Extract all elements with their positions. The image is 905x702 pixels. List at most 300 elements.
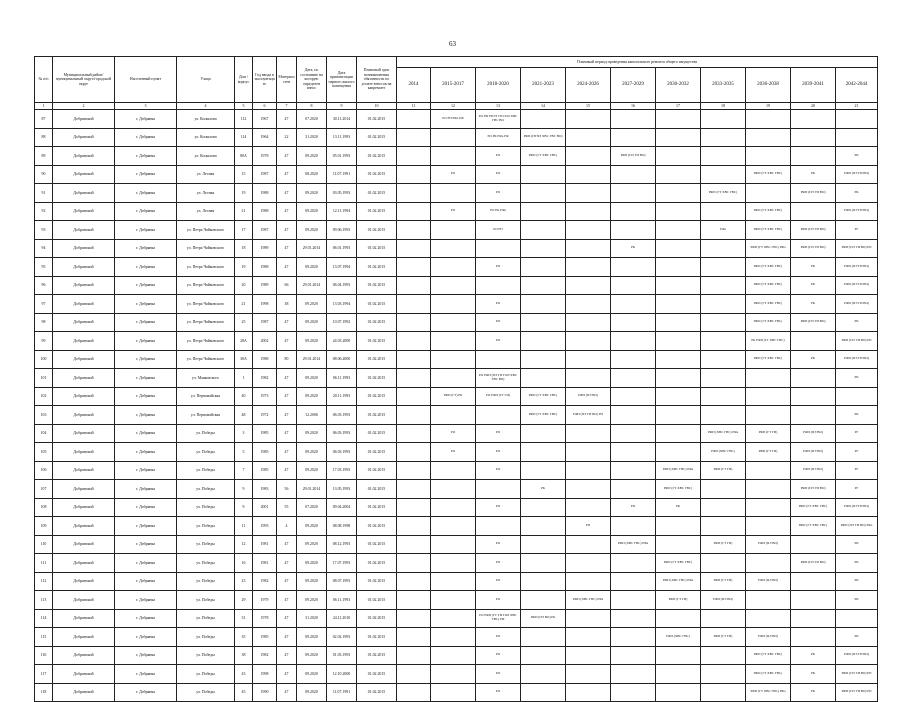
row-period-cell: РК [836, 591, 878, 610]
row-period-cell: РФП (ПЭ ГИ ВО) РП [566, 406, 611, 425]
row-period-cell [701, 498, 746, 517]
row-date-tech: 09.2020 [297, 387, 327, 406]
row-material: 47 [277, 202, 297, 221]
row-period-cell: РК [791, 683, 836, 702]
row-period-cell [397, 387, 431, 406]
row-period-cell [791, 535, 836, 554]
row-date-first-priv: 13.03.1994 [327, 295, 357, 314]
row-date-start: 01.02.2015 [357, 239, 397, 258]
row-street: ул. Победы [177, 424, 235, 443]
row-period-cell [431, 498, 476, 517]
header-col-number: 10 [357, 103, 397, 110]
row-number: 117 [35, 665, 53, 684]
row-date-first-priv: 08.06.2000 [327, 350, 357, 369]
header-year: 2021-2023 [521, 68, 566, 103]
row-year-built: 1973 [253, 387, 277, 406]
row-date-first-priv: 06.04.1993 [327, 276, 357, 295]
header-col-number: 7 [277, 103, 297, 110]
row-house: 43 [235, 665, 253, 684]
row-year-built: 1988 [253, 184, 277, 203]
row-period-cell [566, 572, 611, 591]
row-municipality: Добрянский [53, 221, 115, 240]
row-period-cell: РК [836, 535, 878, 554]
row-period-cell [791, 147, 836, 166]
row-period-cell: РФП (ХВС ГВС) РФа [656, 572, 701, 591]
row-period-cell [656, 147, 701, 166]
row-period-cell [656, 535, 701, 554]
row-period-cell: РФП (ГТ ХВС ГВС) [746, 646, 791, 665]
header-year: 2015-2017 [431, 68, 476, 103]
row-period-cell [521, 554, 566, 573]
row-date-tech: 09.2020 [297, 369, 327, 388]
row-year-built: 1987 [253, 165, 277, 184]
row-material: 47 [277, 239, 297, 258]
row-period-cell: РК [791, 276, 836, 295]
row-municipality: Добрянский [53, 332, 115, 351]
row-date-start: 01.02.2015 [357, 424, 397, 443]
row-municipality: Добрянский [53, 350, 115, 369]
row-number: 113 [35, 591, 53, 610]
row-period-cell [611, 572, 656, 591]
row-period-cell: РФП (ГТ ХВС ГВС) [521, 406, 566, 425]
row-period-cell [431, 332, 476, 351]
row-period-cell [791, 128, 836, 147]
row-period-cell [397, 609, 431, 628]
row-date-start: 01.02.2015 [357, 554, 397, 573]
row-street: ул. Победы [177, 461, 235, 480]
row-municipality: Добрянский [53, 498, 115, 517]
row-period-cell [611, 443, 656, 462]
row-period-cell [521, 683, 566, 702]
header-period-group: Плановый период проведения капитального ремонта общего имущества [397, 57, 878, 68]
row-period-cell [431, 517, 476, 536]
row-municipality: Добрянский [53, 239, 115, 258]
row-settlement: г. Добрянка [115, 165, 177, 184]
row-period-cell [431, 609, 476, 628]
row-material: 47 [277, 313, 297, 332]
row-street: ул. Маяковского [177, 369, 235, 388]
row-period-cell [791, 591, 836, 610]
row-number: 111 [35, 554, 53, 573]
row-house: 17 [235, 221, 253, 240]
row-date-tech: 31.2020 [297, 128, 327, 147]
row-period-cell: РК [836, 572, 878, 591]
row-period-cell [566, 147, 611, 166]
row-date-tech: 07.2020 [297, 498, 327, 517]
row-period-cell: РО [476, 535, 521, 554]
row-number: 102 [35, 387, 53, 406]
row-period-cell [566, 646, 611, 665]
row-year-built: 1964 [253, 128, 277, 147]
row-period-cell [701, 332, 746, 351]
row-number: 109 [35, 517, 53, 536]
row-settlement: г. Добрянка [115, 147, 177, 166]
row-period-cell: РГ [836, 480, 878, 499]
row-period-cell [611, 350, 656, 369]
row-period-cell [701, 480, 746, 499]
row-date-first-priv: 17.03.1993 [327, 461, 357, 480]
row-period-cell [611, 406, 656, 425]
row-period-cell [521, 535, 566, 554]
row-date-tech: 09.2020 [297, 517, 327, 536]
row-number: 93 [35, 221, 53, 240]
row-period-cell [656, 350, 701, 369]
row-period-cell [397, 147, 431, 166]
row-material: 47 [277, 591, 297, 610]
row-period-cell [611, 202, 656, 221]
row-period-cell [431, 665, 476, 684]
row-period-cell [611, 424, 656, 443]
row-date-start: 01.02.2015 [357, 332, 397, 351]
row-period-cell [397, 461, 431, 480]
row-material: 47 [277, 535, 297, 554]
row-period-cell: РФП (ПЭ ГИ ВО) [791, 554, 836, 573]
table-row [35, 609, 878, 628]
row-date-start: 01.02.2015 [357, 572, 397, 591]
table-row [35, 110, 878, 129]
row-settlement: г. Добрянка [115, 202, 177, 221]
header-year: 2042-2044 [836, 68, 878, 103]
row-period-cell [397, 350, 431, 369]
row-period-cell [521, 276, 566, 295]
row-period-cell [521, 184, 566, 203]
row-period-cell: РФП (ГТ ГИ) [701, 535, 746, 554]
row-street: ул. Петра Чайковского [177, 258, 235, 277]
row-date-start: 01.02.2015 [357, 517, 397, 536]
row-number: 106 [35, 461, 53, 480]
row-settlement: г. Добрянка [115, 480, 177, 499]
row-period-cell [611, 165, 656, 184]
row-date-start: 01.02.2015 [357, 498, 397, 517]
row-material: 47 [277, 221, 297, 240]
header-year: 2027-2029 [611, 68, 656, 103]
row-date-first-priv: 08.08.1998 [327, 517, 357, 536]
row-material: 47 [277, 369, 297, 388]
row-period-cell [431, 591, 476, 610]
row-period-cell: РО [431, 202, 476, 221]
row-period-cell [476, 406, 521, 425]
row-street: ул. Победы [177, 554, 235, 573]
row-year-built: 2001 [253, 498, 277, 517]
row-period-cell: РФП (ГТ ХВС ГВС) [701, 184, 746, 203]
row-period-cell [431, 628, 476, 647]
row-year-built: 1988 [253, 350, 277, 369]
row-period-cell [611, 591, 656, 610]
row-period-cell [701, 609, 746, 628]
header-col-number: 2 [53, 103, 115, 110]
row-period-cell [397, 443, 431, 462]
row-period-cell [791, 406, 836, 425]
row-period-cell: РО РФП (ГТ ГИ) [476, 387, 521, 406]
table-row [35, 554, 878, 573]
row-year-built: 1978 [253, 609, 277, 628]
header-col-number: 9 [327, 103, 357, 110]
row-period-cell: РФП (ПЭ ГИ ВО) [791, 184, 836, 203]
table-row [35, 128, 878, 147]
row-material: 47 [277, 609, 297, 628]
row-year-built: 1985 [253, 424, 277, 443]
row-number: 94 [35, 239, 53, 258]
capital-repair-table [34, 56, 878, 702]
row-street: ул. Лесная [177, 184, 235, 203]
row-settlement: г. Добрянка [115, 406, 177, 425]
row-period-cell: РК [791, 646, 836, 665]
row-period-cell [656, 110, 701, 129]
row-year-built: 1978 [253, 147, 277, 166]
row-period-cell [701, 128, 746, 147]
row-date-first-priv: 05.01.1993 [327, 147, 357, 166]
row-year-built: 1982 [253, 369, 277, 388]
row-period-cell: РО [431, 165, 476, 184]
row-period-cell [521, 202, 566, 221]
row-period-cell: РФП (ГТ ХВС ГВС) [746, 313, 791, 332]
row-period-cell [656, 276, 701, 295]
row-period-cell [566, 332, 611, 351]
header-col-number: 19 [746, 103, 791, 110]
row-period-cell: РО [476, 443, 521, 462]
row-period-cell [746, 480, 791, 499]
row-period-cell [521, 258, 566, 277]
row-period-cell: РО РК РФа [476, 202, 521, 221]
row-period-cell [521, 461, 566, 480]
row-period-cell [521, 332, 566, 351]
row-period-cell [566, 461, 611, 480]
row-date-start: 01.02.2015 [357, 646, 397, 665]
row-number: 116 [35, 646, 53, 665]
row-period-cell [521, 165, 566, 184]
row-period-cell [397, 165, 431, 184]
row-period-cell [611, 480, 656, 499]
row-number: 107 [35, 480, 53, 499]
row-period-cell: РФП (ГТ ХВС ГВС) [746, 276, 791, 295]
row-period-cell [656, 443, 701, 462]
row-date-first-priv: 17.07.1993 [327, 554, 357, 573]
table-row [35, 535, 878, 554]
row-year-built: 1985 [253, 461, 277, 480]
row-period-cell [521, 443, 566, 462]
row-street: ул. Победы [177, 498, 235, 517]
header-street: Улица [177, 57, 235, 103]
row-house: 38 [235, 646, 253, 665]
row-period-cell [701, 369, 746, 388]
header-year: 2039-2041 [791, 68, 836, 103]
row-period-cell [566, 239, 611, 258]
row-period-cell: РФП (ГТ ХВС ГВС) РФа [746, 683, 791, 702]
row-period-cell: РФП (ХВС ГВС) РФа [701, 424, 746, 443]
row-period-cell [656, 239, 701, 258]
row-number: 112 [35, 572, 53, 591]
row-period-cell [566, 258, 611, 277]
row-period-cell: РФП (ГТ ХВС ГВС) [521, 147, 566, 166]
row-period-cell: РК [656, 498, 701, 517]
row-material: 47 [277, 461, 297, 480]
row-period-cell: РП [566, 517, 611, 536]
row-street: ул. Петра Чайковского [177, 350, 235, 369]
row-period-cell: РО [476, 628, 521, 647]
row-date-tech: 09.2020 [297, 628, 327, 647]
row-period-cell [791, 628, 836, 647]
row-period-cell: РК [836, 369, 878, 388]
row-period-cell: РФП (ГТ ГИ) [746, 443, 791, 462]
row-period-cell [431, 350, 476, 369]
row-street: ул. Победы [177, 572, 235, 591]
row-period-cell [611, 295, 656, 314]
row-period-cell: РО [476, 165, 521, 184]
row-period-cell [746, 591, 791, 610]
row-settlement: г. Добрянка [115, 517, 177, 536]
row-year-built: 1985 [253, 628, 277, 647]
row-period-cell: РК [836, 628, 878, 647]
row-period-cell [656, 369, 701, 388]
row-municipality: Добрянский [53, 424, 115, 443]
row-municipality: Добрянский [53, 517, 115, 536]
row-date-first-priv: 06.01.1993 [327, 239, 357, 258]
row-period-cell [521, 591, 566, 610]
row-period-cell [701, 517, 746, 536]
table-row [35, 665, 878, 684]
row-settlement: г. Добрянка [115, 646, 177, 665]
row-number: 98 [35, 313, 53, 332]
row-house: 5 [235, 443, 253, 462]
row-number: 103 [35, 406, 53, 425]
header-col-number: 4 [177, 103, 235, 110]
row-date-start: 01.02.2015 [357, 406, 397, 425]
row-period-cell: РФП (ПЭ ГИ ВО) [836, 350, 878, 369]
row-material: 55 [277, 498, 297, 517]
row-period-cell: РК [791, 258, 836, 277]
row-period-cell: РФП (ПЭ ГИ ВО) [791, 480, 836, 499]
row-period-cell [431, 461, 476, 480]
row-period-cell [397, 239, 431, 258]
row-period-cell: РО [476, 424, 521, 443]
row-period-cell [701, 646, 746, 665]
row-number: 88 [35, 128, 53, 147]
row-period-cell: РФП (ПЭ ГИ ВО) РФа [836, 517, 878, 536]
row-period-cell [566, 165, 611, 184]
row-period-cell [431, 239, 476, 258]
row-period-cell [701, 350, 746, 369]
row-period-cell [397, 424, 431, 443]
row-house: 20 [235, 276, 253, 295]
header-house: Дом / корпус [235, 57, 253, 103]
row-period-cell: РФП (ПЭ ВО) [791, 461, 836, 480]
header-settlement: Населенный пункт [115, 57, 177, 103]
row-material: 38 [277, 295, 297, 314]
row-material: 47 [277, 572, 297, 591]
row-period-cell: РК [791, 165, 836, 184]
row-settlement: г. Добрянка [115, 665, 177, 684]
row-period-cell [431, 221, 476, 240]
row-period-cell [431, 646, 476, 665]
row-period-cell [397, 665, 431, 684]
row-house: 11 [235, 517, 253, 536]
header-col-number: 18 [701, 103, 746, 110]
row-material: 22 [277, 128, 297, 147]
row-period-cell [431, 258, 476, 277]
row-period-cell: РФП (ГТ ХВС ГВС) [656, 554, 701, 573]
row-period-cell [791, 369, 836, 388]
row-period-cell: РО [476, 461, 521, 480]
row-date-tech: 09.2020 [297, 572, 327, 591]
row-material: 47 [277, 646, 297, 665]
row-settlement: г. Добрянка [115, 424, 177, 443]
row-house: 25 [235, 313, 253, 332]
row-period-cell [611, 554, 656, 573]
row-period-cell: РФП (ГТ ХВС ГВС) [746, 665, 791, 684]
header-col-number: 16 [611, 103, 656, 110]
row-period-cell: РФП (ГТ ХВС ГВС) [746, 350, 791, 369]
row-date-start: 01.02.2015 [357, 535, 397, 554]
row-period-cell [397, 369, 431, 388]
row-period-cell [701, 239, 746, 258]
row-date-tech: 09.2020 [297, 332, 327, 351]
table-row [35, 313, 878, 332]
row-period-cell: РФП (ХВС ГВС) [656, 628, 701, 647]
row-year-built: 1985 [253, 443, 277, 462]
row-date-tech: 09.2020 [297, 184, 327, 203]
row-house: 3 [235, 424, 253, 443]
header-date-first-priv: Дата приватизации первого жилого помещения [327, 57, 357, 103]
row-period-cell [611, 665, 656, 684]
row-period-cell [431, 480, 476, 499]
row-period-cell [566, 221, 611, 240]
row-period-cell: РК [836, 554, 878, 573]
row-number: 104 [35, 424, 53, 443]
table-row [35, 480, 878, 499]
row-period-cell: РФП (ПЭ ГИ ВО) [836, 165, 878, 184]
row-period-cell: РФП (ПЭ ВО) [746, 572, 791, 591]
row-date-first-priv: 11.07.1991 [327, 683, 357, 702]
header-year: 2014 [397, 68, 431, 103]
row-period-cell [566, 535, 611, 554]
row-period-cell [656, 665, 701, 684]
page-number: 63 [449, 40, 456, 48]
row-settlement: г. Добрянка [115, 221, 177, 240]
row-period-cell [521, 572, 566, 591]
header-col-number: 12 [431, 103, 476, 110]
header-col-number: 17 [656, 103, 701, 110]
row-period-cell [566, 313, 611, 332]
row-date-start: 01.02.2015 [357, 628, 397, 647]
row-period-cell [566, 184, 611, 203]
row-house: 80А [235, 147, 253, 166]
row-period-cell: РФП (ПЭ ГИ ВО) [611, 147, 656, 166]
table-row [35, 332, 878, 351]
row-period-cell [656, 646, 701, 665]
row-period-cell [656, 221, 701, 240]
row-period-cell [611, 313, 656, 332]
header-year: 2030-2032 [656, 68, 701, 103]
row-period-cell [701, 165, 746, 184]
row-period-cell [701, 313, 746, 332]
row-date-first-priv: 03.05.1993 [327, 184, 357, 203]
row-period-cell [701, 258, 746, 277]
row-number: 92 [35, 202, 53, 221]
row-period-cell: РГ [836, 443, 878, 462]
row-period-cell [791, 572, 836, 591]
row-municipality: Добрянский [53, 110, 115, 129]
row-material: 56 [277, 480, 297, 499]
row-date-start: 01.02.2015 [357, 665, 397, 684]
row-period-cell [656, 165, 701, 184]
row-street: ул. Победы [177, 683, 235, 702]
row-settlement: г. Добрянка [115, 572, 177, 591]
row-date-first-priv: 20.11.1993 [327, 387, 357, 406]
row-period-cell [701, 387, 746, 406]
row-period-cell [431, 295, 476, 314]
header-col-number: 6 [253, 103, 277, 110]
row-date-start: 01.02.2015 [357, 350, 397, 369]
